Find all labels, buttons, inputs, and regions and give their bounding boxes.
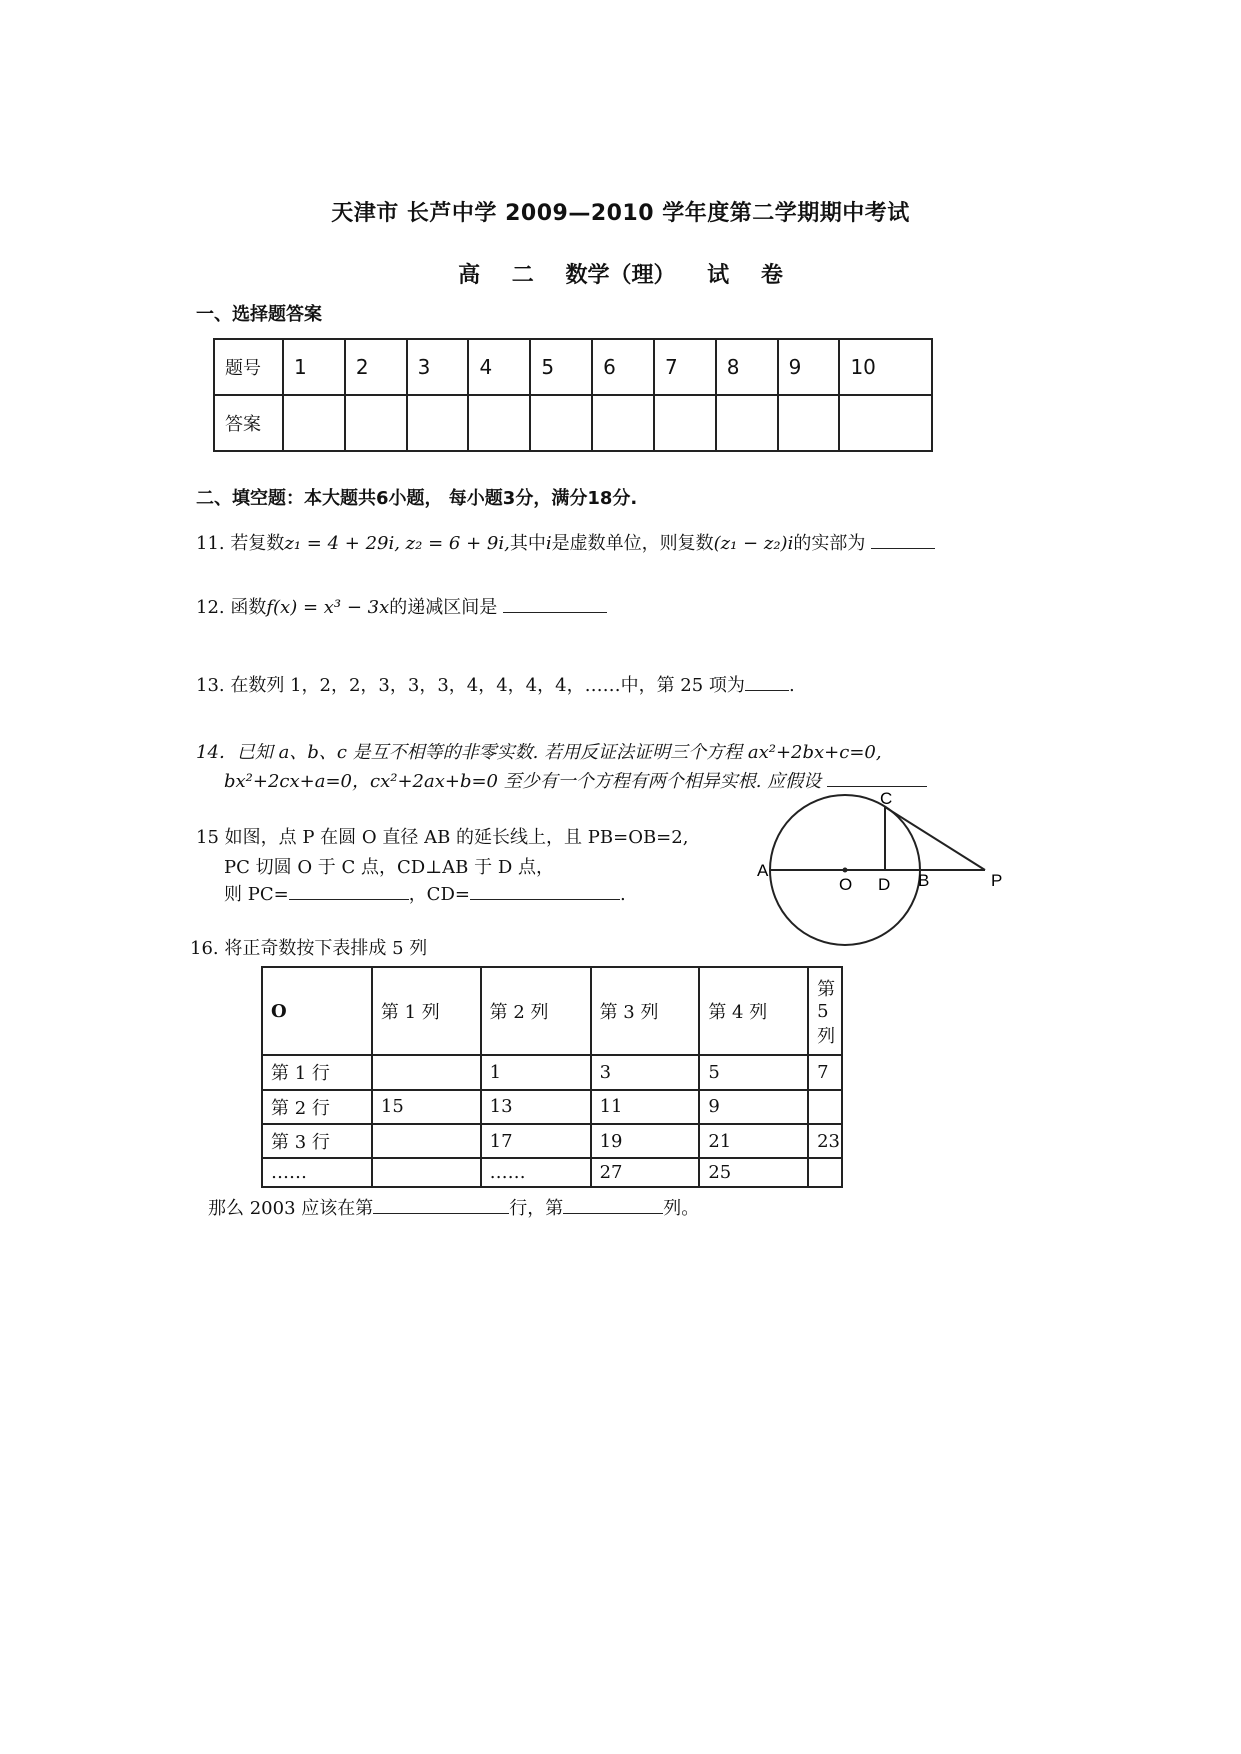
question-text: 则 PC= — [224, 884, 289, 905]
table-cell: 7 — [808, 1055, 842, 1089]
question-text: 的递减区间是 — [389, 597, 498, 618]
section2-heading: 二、填空题：本大题共6小题， 每小题3分，满分18分. — [196, 488, 638, 509]
section1-heading: 一、选择题答案 — [196, 304, 322, 325]
answer-blank[interactable] — [470, 881, 620, 900]
table-cell: …… — [262, 1158, 372, 1187]
table-cell: 第 5 列 — [808, 967, 842, 1055]
table-cell: 27 — [591, 1158, 700, 1187]
table-cell: 25 — [699, 1158, 808, 1187]
table-cell: 17 — [481, 1124, 591, 1158]
answer-cell[interactable] — [716, 395, 778, 451]
question-text: 其中 — [509, 533, 546, 554]
question-number: 3 — [407, 339, 469, 395]
table-cell: 23 — [808, 1124, 842, 1158]
answer-blank[interactable] — [827, 768, 927, 787]
question-number: 9 — [778, 339, 840, 395]
question-12 — [196, 593, 607, 619]
line-pc — [885, 807, 985, 870]
table-cell: 第 2 列 — [481, 967, 591, 1055]
question-number: 4 — [468, 339, 530, 395]
question-text: 是虚数单位，则复数 — [551, 533, 714, 554]
question-11 — [196, 529, 935, 555]
question-16-intro: 16. 将正奇数按下表排成 5 列 — [190, 938, 428, 959]
table-cell: 第 4 列 — [699, 967, 808, 1055]
answer-blank[interactable] — [503, 594, 607, 613]
table-cell — [372, 1055, 481, 1089]
math-expression: f(x) = x³ − 3x — [266, 597, 390, 618]
answer-blank[interactable] — [563, 1195, 663, 1214]
exam-title: 天津市 长芦中学 2009—2010 学年度第二学期期中考试 — [331, 201, 910, 226]
question-number: 12. — [196, 597, 225, 618]
table-cell — [808, 1090, 842, 1124]
table-cell: 9 — [699, 1090, 808, 1124]
table-row — [262, 967, 842, 1055]
answer-cell[interactable] — [468, 395, 530, 451]
table-cell: O — [262, 967, 372, 1055]
label-p: P — [991, 871, 1003, 890]
question-text: ，CD= — [408, 884, 470, 905]
question-text: 若复数 — [230, 533, 285, 554]
label-d: D — [878, 875, 891, 894]
answer-row — [214, 395, 932, 451]
question-15-line2: PC 切圆 O 于 C 点，CD⊥AB 于 D 点， — [224, 857, 554, 878]
answer-blank[interactable] — [373, 1195, 509, 1214]
question-number: 11. — [196, 533, 225, 554]
question-number: 2 — [345, 339, 407, 395]
table-cell: 3 — [591, 1055, 700, 1089]
number-row — [214, 339, 932, 395]
table-row — [262, 1090, 842, 1124]
math-expression: i — [545, 533, 552, 554]
table-row — [262, 1055, 842, 1089]
question-number: 10 — [839, 339, 932, 395]
punctuation: . — [619, 884, 626, 905]
question-text: 列。 — [663, 1198, 700, 1219]
punctuation: . — [788, 675, 795, 696]
table-cell — [808, 1158, 842, 1187]
question-15-line3 — [224, 880, 626, 906]
question-number: 6 — [592, 339, 654, 395]
table-cell: 第 3 行 — [262, 1124, 372, 1158]
table-cell: 第 1 列 — [372, 967, 481, 1055]
question-text: 13. 在数列 1，2，2，3，3，3，4，4，4，4，……中，第 25 项为 — [196, 675, 745, 696]
question-number: 5 — [530, 339, 592, 395]
question-text: bx²+2cx+a=0，cx²+2ax+b=0 至少有一个方程有两个相异实根. 应假设 — [224, 771, 822, 792]
question-text: 函数 — [230, 597, 267, 618]
subtitle-part: 高 — [458, 263, 481, 288]
subtitle-part: 二 — [511, 263, 534, 288]
question-text: 的实部为 — [793, 533, 866, 554]
table-cell: 21 — [699, 1124, 808, 1158]
answer-cell[interactable] — [654, 395, 716, 451]
question-text: 行，第 — [509, 1198, 564, 1219]
row-label: 题号 — [214, 339, 283, 395]
table-cell — [372, 1158, 481, 1187]
subtitle-part: 试 — [707, 263, 730, 288]
answer-table — [213, 338, 933, 452]
answer-blank[interactable] — [289, 881, 409, 900]
table-cell: 11 — [591, 1090, 700, 1124]
math-expression: (z₁ − z₂)i — [713, 533, 794, 554]
answer-blank[interactable] — [871, 530, 935, 549]
table-cell: 第 1 行 — [262, 1055, 372, 1089]
subtitle-part: 卷 — [760, 263, 783, 288]
table-cell: 1 — [481, 1055, 591, 1089]
label-c: C — [880, 790, 893, 808]
table-cell: 15 — [372, 1090, 481, 1124]
row-label: 答案 — [214, 395, 283, 451]
table-cell: 5 — [699, 1055, 808, 1089]
odd-number-table — [261, 966, 843, 1188]
table-cell: 第 3 列 — [591, 967, 700, 1055]
answer-cell[interactable] — [592, 395, 654, 451]
answer-cell[interactable] — [345, 395, 407, 451]
geometry-figure — [755, 790, 1005, 950]
table-row — [262, 1124, 842, 1158]
answer-cell[interactable] — [407, 395, 469, 451]
question-16-ask — [208, 1194, 699, 1220]
question-number: 8 — [716, 339, 778, 395]
question-14-line1: 14．已知 a、b、c 是互不相等的非零实数. 若用反证法证明三个方程 ax²+2bx+c=0, — [196, 742, 882, 763]
math-expression: z₁ = 4 + 29i, z₂ = 6 + 9i, — [284, 533, 510, 554]
question-number: 7 — [654, 339, 716, 395]
table-row — [262, 1158, 842, 1187]
answer-cell[interactable] — [283, 395, 345, 451]
table-cell: 13 — [481, 1090, 591, 1124]
subtitle-part: 数学（理） — [565, 263, 676, 288]
answer-cell[interactable] — [778, 395, 840, 451]
table-cell: 19 — [591, 1124, 700, 1158]
table-cell: 第 2 行 — [262, 1090, 372, 1124]
answer-blank[interactable] — [745, 672, 789, 691]
table-cell — [372, 1124, 481, 1158]
label-b: B — [918, 871, 930, 890]
answer-cell[interactable] — [839, 395, 932, 451]
question-15-line1: 15 如图，点 P 在圆 O 直径 AB 的延长线上，且 PB=OB=2, — [196, 827, 689, 848]
point-o — [843, 868, 848, 873]
question-text: 那么 2003 应该在第 — [208, 1198, 374, 1219]
question-number: 1 — [283, 339, 345, 395]
label-a: A — [757, 861, 769, 880]
answer-cell[interactable] — [530, 395, 592, 451]
table-cell: …… — [481, 1158, 591, 1187]
label-o: O — [839, 875, 853, 894]
question-13 — [196, 671, 795, 697]
exam-subtitle — [0, 258, 1241, 289]
